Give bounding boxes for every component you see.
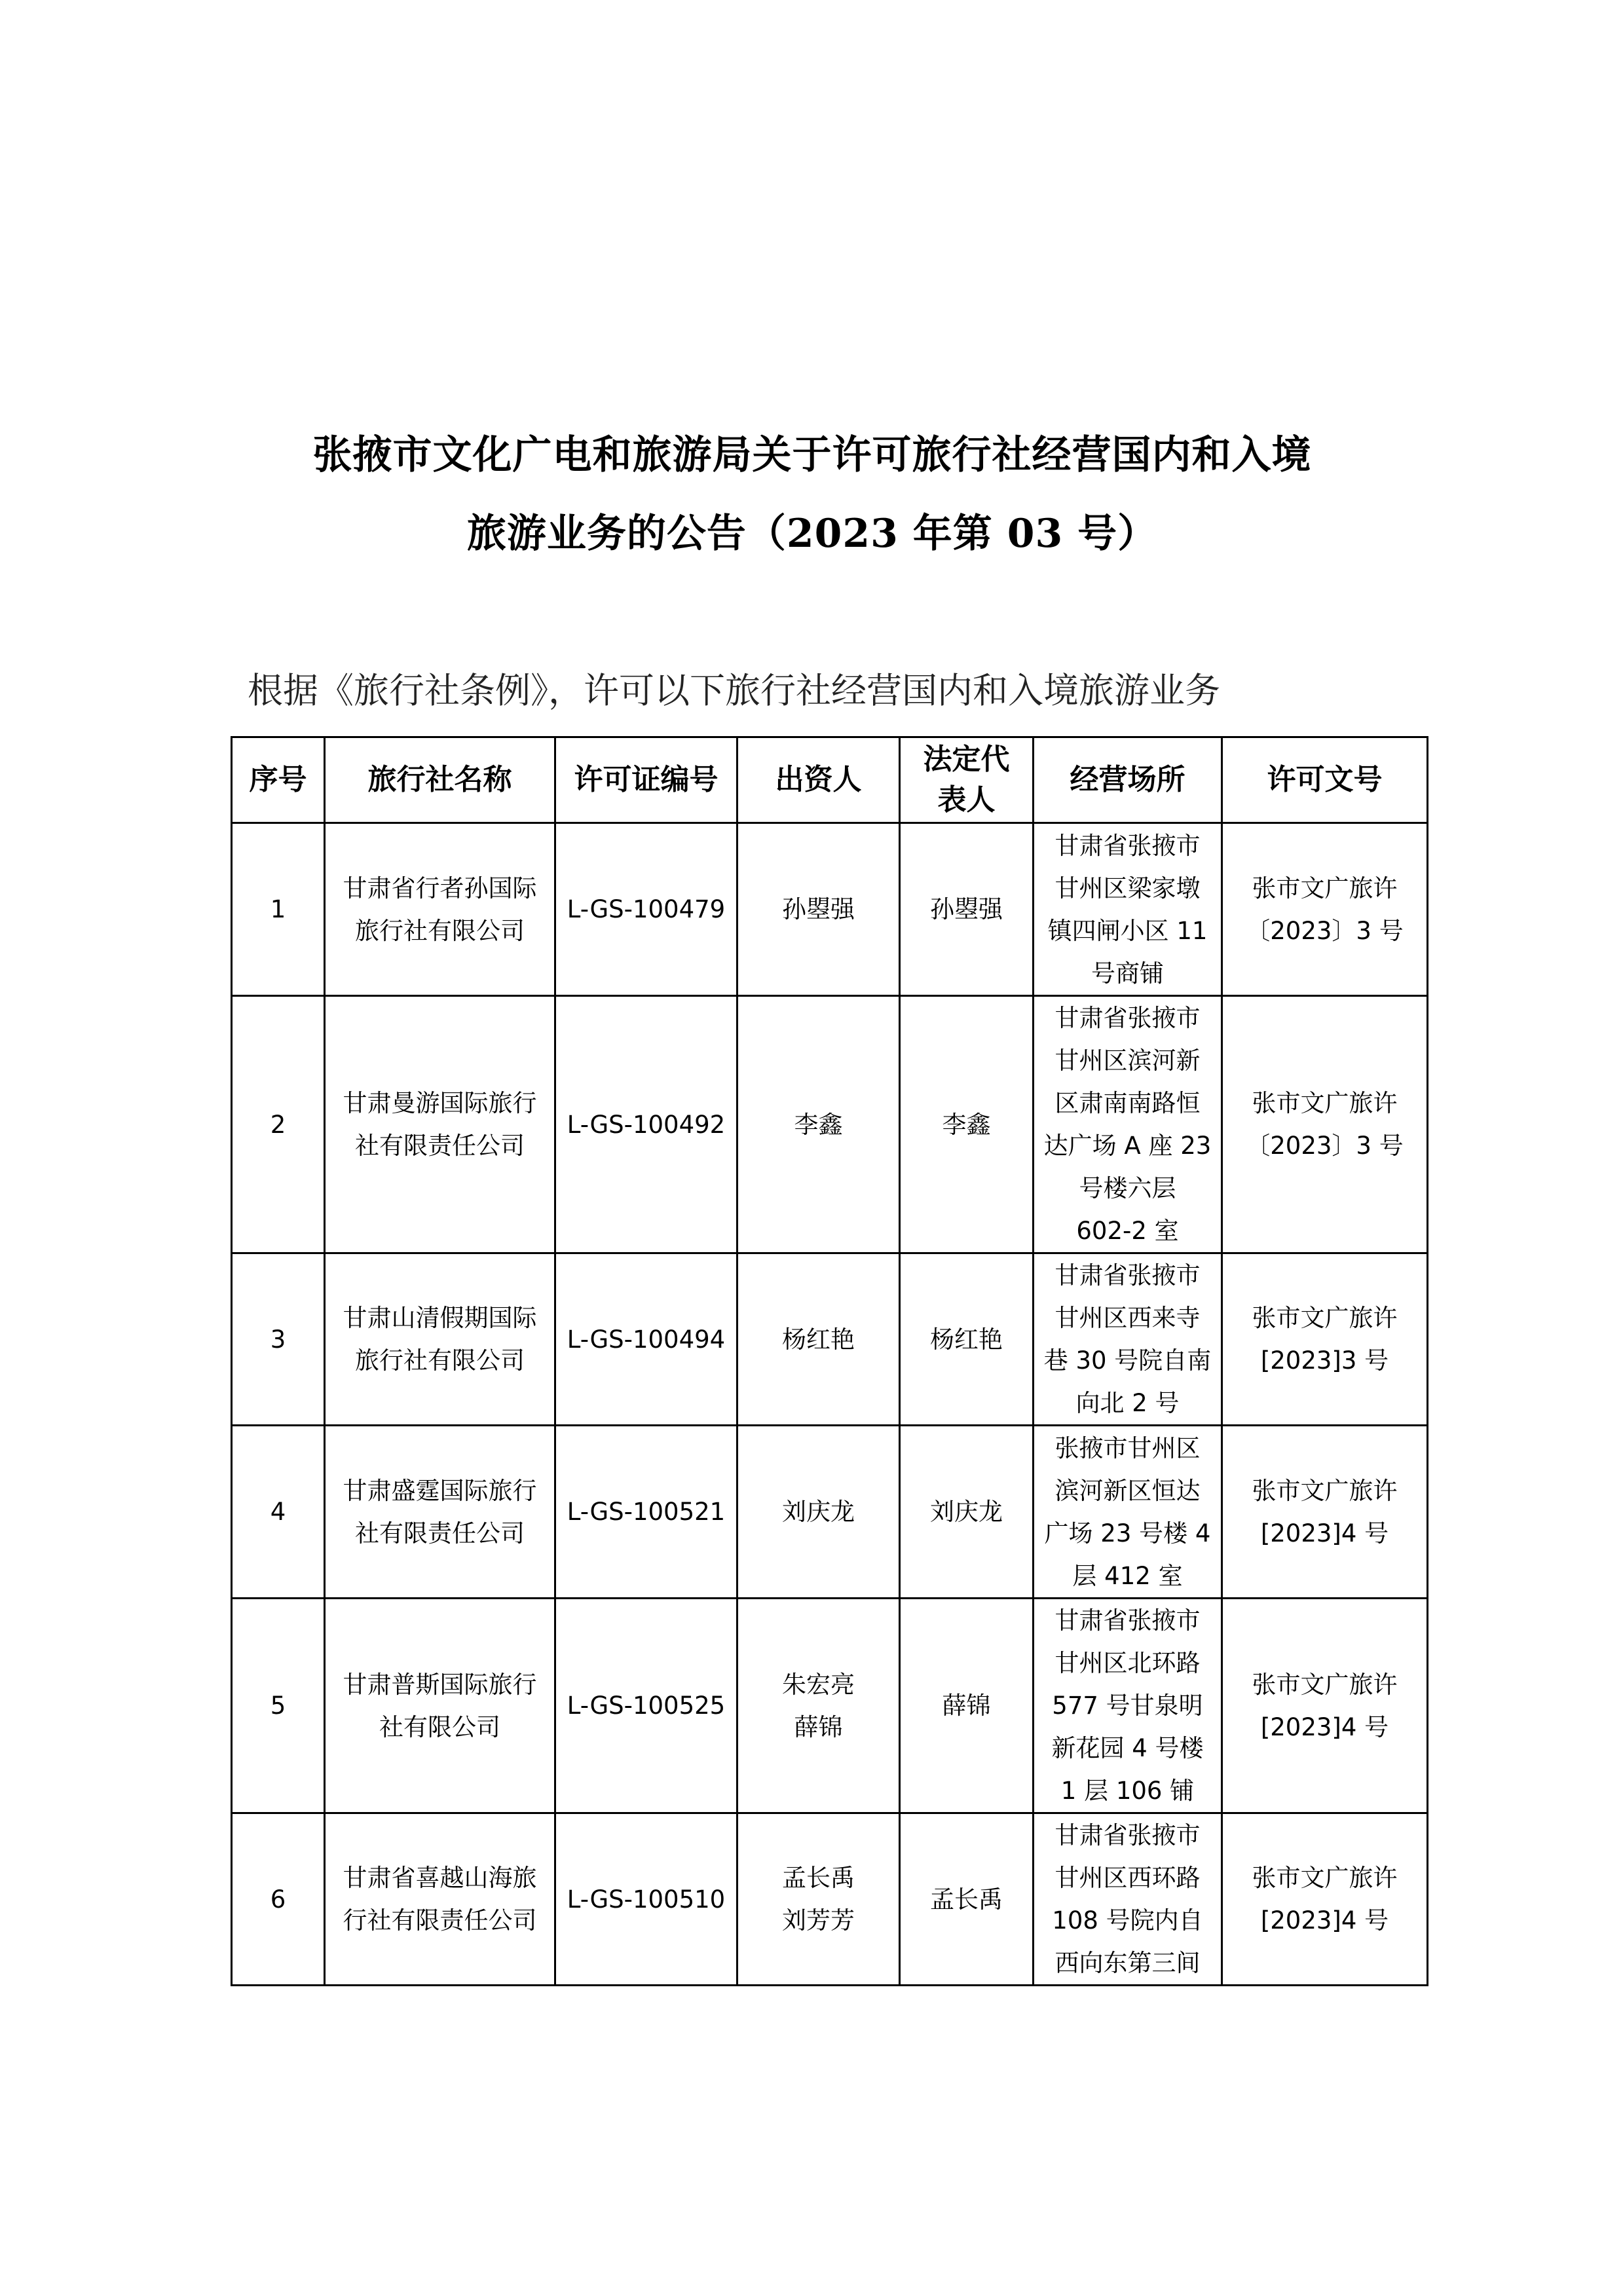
cell-investor-line: 刘芳芳 <box>782 1906 855 1935</box>
cell-agency-name-line: 行社有限责任公司 <box>343 1906 537 1935</box>
cell-legal-rep: 杨红艳 <box>900 1253 1034 1426</box>
document-title-line-1: 张掖市文化广电和旅游局关于许可旅行社经营国内和入境 <box>312 432 1312 478</box>
cell-address <box>1034 1599 1222 1813</box>
cell-address-line: 西向东第三间 <box>1054 1949 1201 1977</box>
cell-address <box>1034 1426 1222 1599</box>
cell-agency-name <box>325 1813 555 1986</box>
cell-license-no: L-GS-100525 <box>555 1599 737 1813</box>
cell-address-line: 广场 23 号楼 4 <box>1044 1519 1211 1547</box>
document-title-line-2: 旅游业务的公告（2023 年第 03 号） <box>466 511 1158 557</box>
cell-no: 2 <box>232 996 325 1253</box>
cell-address-line: 巷 30 号院自南 <box>1043 1346 1212 1375</box>
cell-investor-line: 孟长禹 <box>782 1864 855 1892</box>
cell-agency-name-line: 甘肃曼游国际旅行 <box>343 1089 537 1117</box>
cell-agency-name-line: 甘肃盛霆国际旅行 <box>343 1476 537 1505</box>
cell-address-line: 达广场 A 座 23 <box>1043 1132 1212 1160</box>
cell-doc-no <box>1222 1599 1428 1813</box>
cell-legal-rep: 孟长禹 <box>900 1813 1034 1986</box>
header-agency-name: 旅行社名称 <box>325 737 555 823</box>
cell-doc-no-line: 张市文广旅许 <box>1252 1670 1398 1699</box>
cell-agency-name <box>325 1426 555 1599</box>
cell-doc-no <box>1222 1426 1428 1599</box>
cell-doc-no <box>1222 996 1428 1253</box>
header-legal-rep <box>900 737 1034 823</box>
cell-address-line: 108 号院内自 <box>1052 1906 1203 1935</box>
cell-address-line: 1 层 106 铺 <box>1060 1777 1195 1805</box>
cell-investor <box>737 1253 900 1426</box>
cell-investor <box>737 823 900 996</box>
table-row <box>232 1426 1428 1599</box>
cell-doc-no-line: [2023]3 号 <box>1260 1346 1389 1375</box>
cell-doc-no-line: 〔2023〕3 号 <box>1246 916 1404 945</box>
cell-address-line: 张掖市甘州区 <box>1054 1434 1201 1462</box>
cell-address <box>1034 823 1222 996</box>
cell-address-line: 甘肃省张掖市 <box>1054 1261 1201 1289</box>
header-investor: 出资人 <box>737 737 900 823</box>
cell-address-line: 甘州区梁家墩 <box>1054 874 1201 902</box>
cell-address-line: 甘州区滨河新 <box>1054 1046 1201 1075</box>
cell-address-line: 甘州区西环路 <box>1054 1864 1201 1892</box>
cell-no: 3 <box>232 1253 325 1426</box>
cell-doc-no-line: [2023]4 号 <box>1260 1906 1389 1935</box>
table-row <box>232 996 1428 1253</box>
cell-doc-no <box>1222 1253 1428 1426</box>
cell-agency-name-line: 社有限责任公司 <box>355 1519 525 1547</box>
table-body <box>232 823 1428 1986</box>
cell-address-line: 甘肃省张掖市 <box>1054 1821 1201 1849</box>
cell-address-line: 甘肃省张掖市 <box>1054 1004 1201 1032</box>
cell-no: 1 <box>232 823 325 996</box>
cell-no: 4 <box>232 1426 325 1599</box>
table-row <box>232 823 1428 996</box>
cell-address-line: 602-2 室 <box>1076 1217 1179 1245</box>
header-legal-rep-line-1: 法定代 <box>923 743 1010 776</box>
table-row <box>232 1813 1428 1986</box>
cell-investor-line: 朱宏亮 <box>782 1670 855 1699</box>
cell-no: 5 <box>232 1599 325 1813</box>
cell-agency-name-line: 甘肃省喜越山海旅 <box>343 1864 537 1892</box>
cell-doc-no-line: 张市文广旅许 <box>1252 1476 1398 1505</box>
cell-legal-rep: 刘庆龙 <box>900 1426 1034 1599</box>
cell-address-line: 甘州区北环路 <box>1054 1649 1201 1677</box>
cell-doc-no-line: [2023]4 号 <box>1260 1713 1389 1741</box>
cell-agency-name-line: 旅行社有限公司 <box>355 916 525 945</box>
table-row <box>232 1599 1428 1813</box>
cell-agency-name <box>325 1253 555 1426</box>
cell-address-line: 甘肃省张掖市 <box>1054 831 1201 860</box>
licensed-agencies-table <box>231 736 1428 1986</box>
cell-license-no: L-GS-100521 <box>555 1426 737 1599</box>
cell-address <box>1034 1813 1222 1986</box>
cell-doc-no-line: 张市文广旅许 <box>1252 1864 1398 1892</box>
cell-license-no: L-GS-100479 <box>555 823 737 996</box>
cell-license-no: L-GS-100492 <box>555 996 737 1253</box>
cell-doc-no <box>1222 823 1428 996</box>
cell-investor <box>737 1813 900 1986</box>
cell-license-no: L-GS-100510 <box>555 1813 737 1986</box>
cell-investor-line: 李鑫 <box>794 1110 843 1139</box>
cell-doc-no-line: 张市文广旅许 <box>1252 1089 1398 1117</box>
header-no: 序号 <box>232 737 325 823</box>
cell-address-line: 新花园 4 号楼 <box>1051 1734 1204 1762</box>
cell-agency-name-line: 甘肃省行者孙国际 <box>343 874 537 902</box>
cell-address-line: 号楼六层 <box>1079 1174 1176 1202</box>
cell-doc-no-line: 张市文广旅许 <box>1252 874 1398 902</box>
cell-agency-name-line: 社有限公司 <box>379 1713 500 1741</box>
cell-license-no: L-GS-100494 <box>555 1253 737 1426</box>
cell-investor <box>737 1426 900 1599</box>
table-header-row <box>232 737 1428 823</box>
cell-doc-no <box>1222 1813 1428 1986</box>
cell-investor <box>737 1599 900 1813</box>
cell-legal-rep: 孙曌强 <box>900 823 1034 996</box>
cell-address-line: 滨河新区恒达 <box>1054 1476 1201 1505</box>
cell-legal-rep: 李鑫 <box>900 996 1034 1253</box>
cell-agency-name-line: 旅行社有限公司 <box>355 1346 525 1375</box>
cell-agency-name <box>325 823 555 996</box>
cell-investor <box>737 996 900 1253</box>
cell-legal-rep: 薛锦 <box>900 1599 1034 1813</box>
cell-address-line: 577 号甘泉明 <box>1052 1692 1203 1720</box>
cell-agency-name <box>325 996 555 1253</box>
header-address: 经营场所 <box>1034 737 1222 823</box>
cell-address-line: 向北 2 号 <box>1075 1389 1180 1417</box>
cell-doc-no-line: [2023]4 号 <box>1260 1519 1389 1547</box>
cell-address-line: 甘州区西来寺 <box>1054 1304 1201 1332</box>
header-doc-no: 许可文号 <box>1222 737 1428 823</box>
intro-paragraph: 根据《旅行社条例》，许可以下旅行社经营国内和入境旅游业务 <box>248 670 1220 711</box>
cell-agency-name-line: 甘肃普斯国际旅行 <box>343 1670 537 1699</box>
cell-agency-name-line: 社有限责任公司 <box>355 1132 525 1160</box>
header-license-no: 许可证编号 <box>555 737 737 823</box>
header-legal-rep-line-2: 表人 <box>937 783 996 817</box>
cell-agency-name-line: 甘肃山清假期国际 <box>343 1304 537 1332</box>
cell-address-line: 镇四闸小区 11 <box>1047 916 1208 945</box>
cell-investor-line: 刘庆龙 <box>782 1498 855 1526</box>
cell-address-line: 层 412 室 <box>1072 1561 1183 1590</box>
cell-doc-no-line: 张市文广旅许 <box>1252 1304 1398 1332</box>
cell-address <box>1034 996 1222 1253</box>
cell-address <box>1034 1253 1222 1426</box>
cell-doc-no-line: 〔2023〕3 号 <box>1246 1132 1404 1160</box>
cell-investor-line: 杨红艳 <box>782 1325 855 1354</box>
cell-investor-line: 薛锦 <box>794 1713 843 1741</box>
table-row <box>232 1253 1428 1426</box>
cell-address-line: 甘肃省张掖市 <box>1054 1606 1201 1635</box>
cell-no: 6 <box>232 1813 325 1986</box>
cell-investor-line: 孙曌强 <box>782 895 855 923</box>
cell-address-line: 号商铺 <box>1091 959 1164 988</box>
cell-address-line: 区肃南南路恒 <box>1054 1089 1201 1117</box>
cell-agency-name <box>325 1599 555 1813</box>
